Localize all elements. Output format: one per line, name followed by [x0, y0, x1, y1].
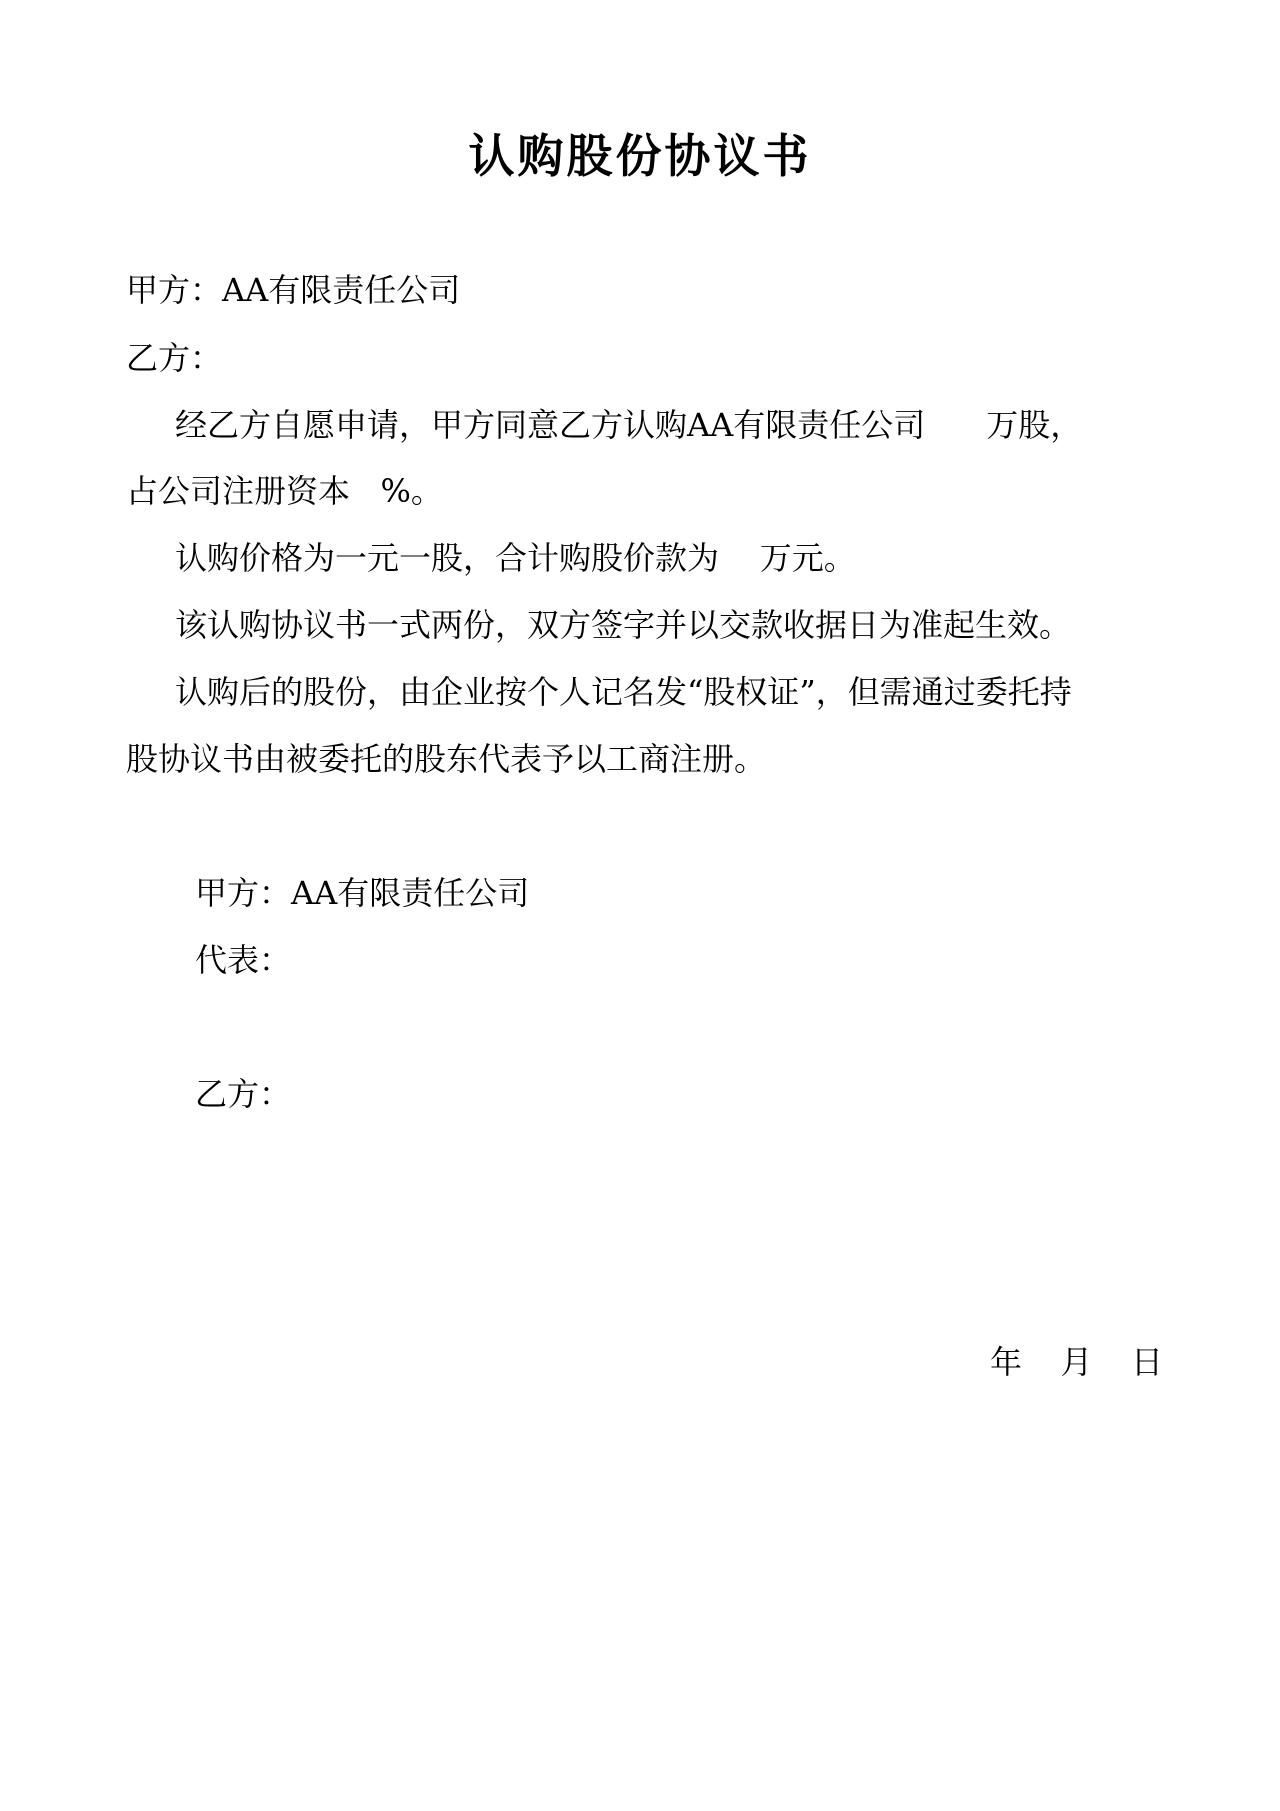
paragraph-certificate-line1: 认购后的股份，由企业按个人记名发“股权证”，但需通过委托持: [175, 673, 1072, 711]
paragraph-subscription-line1: 经乙方自愿申请，甲方同意乙方认购AA有限责任公司 万股，: [175, 406, 1083, 444]
signature-party-a: 甲方：AA有限责任公司: [195, 874, 530, 912]
paragraph-price: 认购价格为一元一股，合计购股价款为 万元。: [175, 539, 856, 577]
document-title: 认购股份协议书: [468, 129, 812, 183]
paragraph-certificate-line2: 股协议书由被委托的股东代表予以工商注册。: [126, 740, 767, 778]
signature-date: 年 月 日: [990, 1343, 1166, 1381]
party-b-label: 乙方：: [126, 339, 223, 377]
paragraph-effective: 该认购协议书一式两份，双方签字并以交款收据日为准起生效。: [175, 606, 1072, 644]
party-a-label: 甲方：AA有限责任公司: [126, 271, 461, 309]
signature-representative: 代表：: [195, 941, 292, 979]
paragraph-subscription-line2: 占公司注册资本 %。: [126, 472, 443, 510]
signature-party-b: 乙方：: [195, 1075, 292, 1113]
